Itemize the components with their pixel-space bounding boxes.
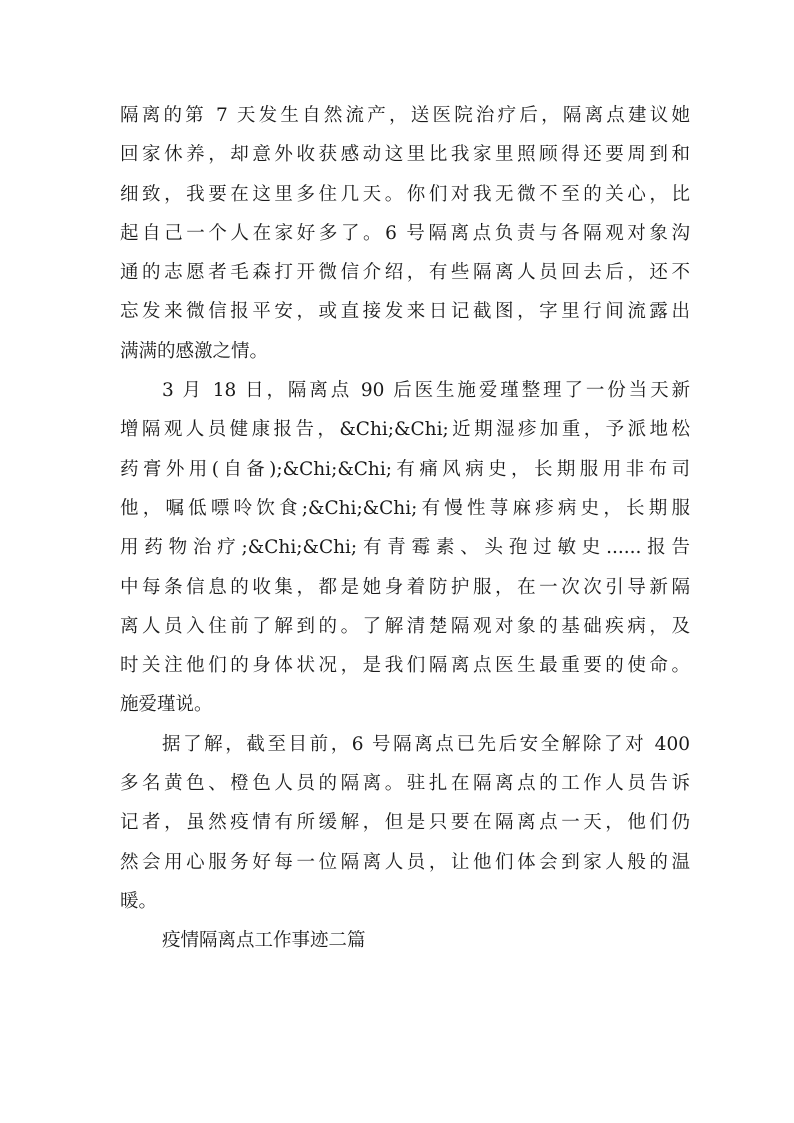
text-line: 时关注他们的身体状况，是我们隔离点医生最重要的使命。 [120, 655, 690, 677]
text-line: 施爱瑾说。 [120, 694, 213, 716]
text-line: 药膏外用(自备);&Chi;&Chi;有痛风病史，长期服用非布司 [120, 458, 690, 480]
text-line: 隔离的第 7 天发生自然流产，送医院治疗后，隔离点建议她 [120, 105, 690, 126]
text-line: 通的志愿者毛森打开微信介绍，有些隔离人员回去后，还不 [120, 262, 690, 284]
section-heading: 疫情隔离点工作事迹二篇 [162, 930, 366, 952]
text-line: 他，嘱低嘌呤饮食;&Chi;&Chi;有慢性荨麻疹病史，长期服 [120, 497, 690, 519]
text-line: 满满的感激之情。 [120, 340, 269, 362]
text-line: 中每条信息的收集，都是她身着防护服，在一次次引导新隔 [120, 576, 690, 598]
text-line: 离人员入住前了解到的。了解清楚隔观对象的基础疾病，及 [120, 615, 690, 637]
text-line: 多名黄色、橙色人员的隔离。驻扎在隔离点的工作人员告诉 [120, 773, 690, 795]
text-line: 据了解，截至目前，6 号隔离点已先后安全解除了对 400 [162, 733, 690, 755]
text-line: 暖。 [120, 890, 158, 912]
text-line: 3 月 18 日，隔离点 90 后医生施爱瑾整理了一份当天新 [162, 380, 690, 402]
text-line: 起自己一个人在家好多了。6 号隔离点负责与各隔观对象沟 [120, 222, 690, 244]
text-line: 回家休养，却意外收获感动这里比我家里照顾得还要周到和 [120, 144, 690, 166]
text-line: 增隔观人员健康报告，&Chi;&Chi;近期湿疹加重，予派地松 [120, 419, 690, 441]
text-line: 用药物治疗;&Chi;&Chi;有青霉素、头孢过敏史......报告 [120, 537, 690, 559]
text-line: 忘发来微信报平安，或直接发来日记截图，字里行间流露出 [120, 301, 690, 323]
text-line: 细致，我要在这里多住几天。你们对我无微不至的关心，比 [120, 183, 690, 205]
document-body [120, 96, 690, 961]
text-line: 然会用心服务好每一位隔离人员，让他们体会到家人般的温 [120, 851, 690, 873]
text-line: 记者，虽然疫情有所缓解，但是只要在隔离点一天，他们仍 [120, 812, 690, 834]
